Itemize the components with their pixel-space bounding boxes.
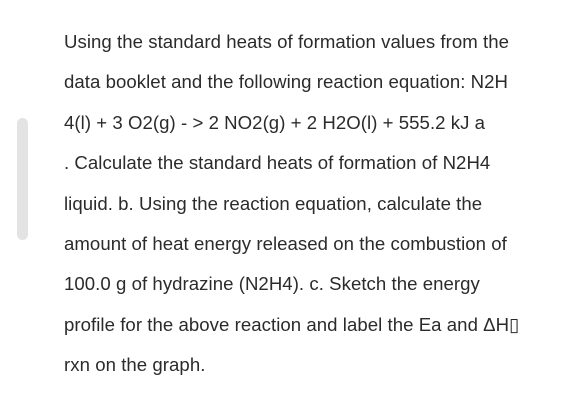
question-line-4: . Calculate the standard heats of formation of N2H4 xyxy=(64,152,491,174)
question-line-2: data booklet and the following reaction equation: N2H xyxy=(64,71,509,93)
scroll-handle[interactable] xyxy=(17,118,28,240)
question-line-1: Using the standard heats of formation values from the xyxy=(64,31,510,52)
question-line-9: rxn on the graph. xyxy=(64,354,206,376)
question-line-8: profile for the above reaction and label the Ea and ΔH▯ xyxy=(64,313,520,335)
question-line-7: 100.0 g of hydrazine (N2H4). c. Sketch the energy xyxy=(64,273,480,295)
question-line-3: 4(l) + 3 O2(g) - > 2 NO2(g) + 2 H2O(l) + 555.2 kJ a xyxy=(64,111,486,133)
question-text xyxy=(64,22,574,386)
question-line-5: liquid. b. Using the reaction equation, calculate the xyxy=(64,192,483,214)
question-line-6: amount of heat energy released on the combustion of xyxy=(64,232,507,254)
